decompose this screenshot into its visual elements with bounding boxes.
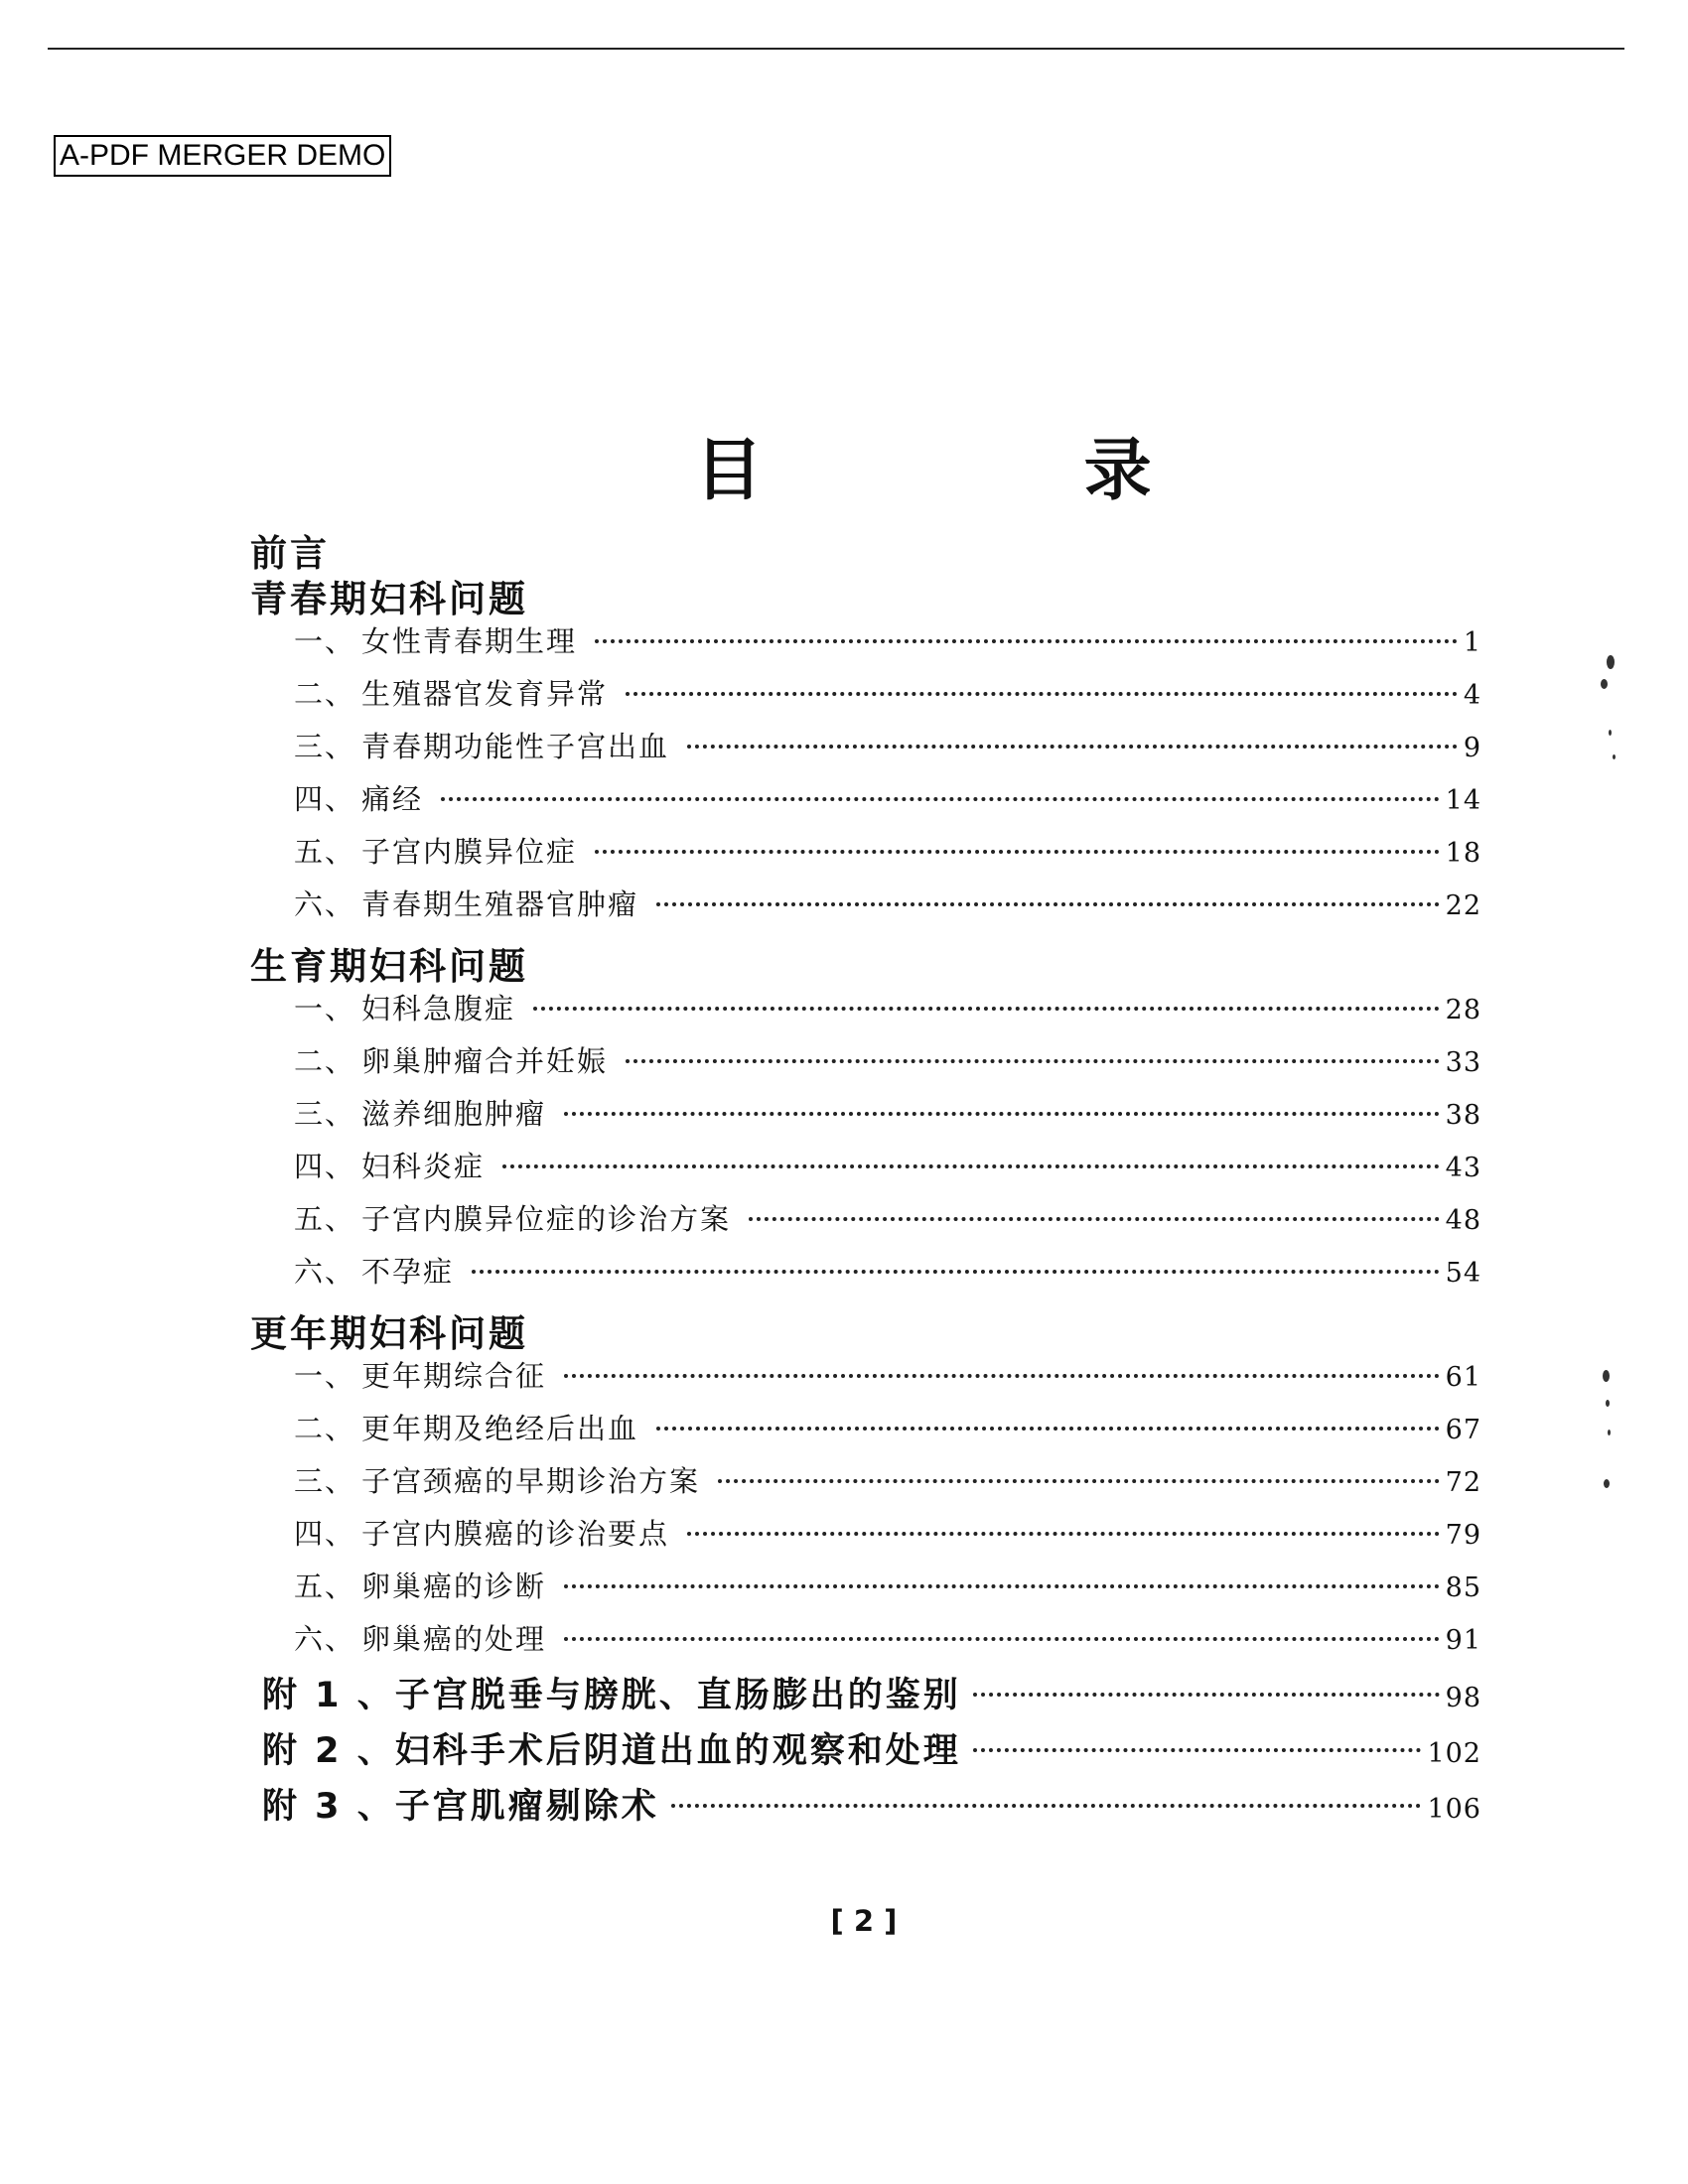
- appendix-page: 98: [1445, 1683, 1481, 1713]
- entry-number: 一、: [294, 992, 356, 1025]
- entry-title: 妇科急腹症: [361, 992, 516, 1025]
- entry-title: 子宫内膜异位症的诊治方案: [361, 1202, 732, 1236]
- entry-title: 女性青春期生理: [361, 624, 578, 658]
- entry-page: 79: [1445, 1520, 1481, 1551]
- dot-leader: [564, 1374, 1440, 1378]
- appendix-title: 子宫脱垂与膀胱、直肠膨出的鉴别: [394, 1676, 961, 1715]
- dot-leader: [626, 1059, 1440, 1063]
- appendix-page: 106: [1427, 1794, 1481, 1825]
- entry-title: 青春期生殖器官肿瘤: [361, 887, 639, 921]
- appendix-title: 子宫肌瘤剔除术: [394, 1787, 659, 1827]
- entry-number: 四、: [294, 782, 356, 816]
- toc-entry[interactable]: [250, 1620, 1481, 1673]
- entry-number: 二、: [294, 1412, 356, 1445]
- entry-page: 61: [1445, 1362, 1481, 1393]
- dot-leader: [718, 1479, 1440, 1483]
- scan-speck: [1604, 1479, 1610, 1488]
- watermark-stamp: A-PDF MERGER DEMO: [54, 135, 391, 177]
- entry-page: 18: [1445, 838, 1481, 869]
- dot-leader: [564, 1112, 1440, 1116]
- entry-title: 子宫内膜异位症: [361, 835, 578, 869]
- scan-speck: [1603, 1370, 1610, 1382]
- toc-entry[interactable]: [250, 1148, 1481, 1200]
- toc-entry[interactable]: [250, 675, 1481, 728]
- appendix-label: 附 1 、: [262, 1676, 395, 1715]
- dot-leader: [533, 1007, 1440, 1011]
- toc-entry[interactable]: [250, 1200, 1481, 1253]
- toc-entry[interactable]: [250, 990, 1481, 1042]
- entry-page: 67: [1445, 1415, 1481, 1445]
- section-heading: 更年期妇科问题: [250, 1312, 528, 1355]
- entry-number: 五、: [294, 1570, 356, 1603]
- appendix-page: 102: [1427, 1738, 1481, 1769]
- entry-title: 卵巢癌的处理: [361, 1622, 547, 1656]
- entry-number: 五、: [294, 1202, 356, 1236]
- entry-page: 91: [1445, 1625, 1481, 1656]
- entry-page: 85: [1445, 1572, 1481, 1603]
- section-heading: 生育期妇科问题: [250, 945, 528, 988]
- toc-preface: 前言: [250, 532, 330, 575]
- dot-leader: [441, 797, 1440, 801]
- entry-page: 48: [1445, 1205, 1481, 1236]
- entry-page: 1: [1463, 627, 1481, 658]
- entry-number: 五、: [294, 835, 356, 869]
- entry-number: 六、: [294, 1255, 356, 1289]
- entry-title: 生殖器官发育异常: [361, 677, 609, 711]
- page-number: [ 2 ]: [830, 1904, 898, 1938]
- entry-page: 9: [1463, 733, 1481, 763]
- dot-leader: [656, 1427, 1440, 1431]
- toc-entry[interactable]: [250, 780, 1481, 833]
- entry-title: 滋养细胞肿瘤: [361, 1097, 547, 1131]
- dot-leader: [973, 1748, 1422, 1752]
- scan-speck: [1609, 730, 1612, 736]
- entry-title: 痛经: [361, 782, 424, 816]
- entry-title: 更年期及绝经后出血: [361, 1412, 639, 1445]
- toc-entry[interactable]: [250, 728, 1481, 780]
- entry-page: 72: [1445, 1467, 1481, 1498]
- toc-entry[interactable]: [250, 1042, 1481, 1095]
- toc-entry[interactable]: [250, 1568, 1481, 1620]
- entry-number: 四、: [294, 1517, 356, 1551]
- entry-page: 14: [1445, 785, 1481, 816]
- toc-entry[interactable]: [250, 1462, 1481, 1515]
- toc-entry[interactable]: [250, 833, 1481, 886]
- appendix-label: 附 3 、: [262, 1787, 395, 1827]
- entry-page: 38: [1445, 1100, 1481, 1131]
- page-title: 目 录: [695, 432, 1301, 510]
- entry-number: 三、: [294, 1097, 356, 1131]
- entry-page: 54: [1445, 1258, 1481, 1289]
- toc-appendix[interactable]: [250, 1728, 1481, 1784]
- toc-entry[interactable]: [250, 1410, 1481, 1462]
- scan-speck: [1613, 754, 1616, 759]
- section-heading: 青春期妇科问题: [250, 578, 528, 620]
- dot-leader: [626, 692, 1458, 696]
- entry-number: 六、: [294, 1622, 356, 1656]
- scan-speck: [1607, 655, 1615, 669]
- entry-page: 28: [1445, 995, 1481, 1025]
- entry-number: 一、: [294, 1359, 356, 1393]
- dot-leader: [687, 1532, 1440, 1536]
- entry-number: 二、: [294, 677, 356, 711]
- entry-page: 43: [1445, 1153, 1481, 1183]
- scan-speck: [1606, 1400, 1610, 1407]
- entry-title: 卵巢肿瘤合并妊娠: [361, 1044, 609, 1078]
- entry-number: 六、: [294, 887, 356, 921]
- toc-entry[interactable]: [250, 886, 1481, 938]
- appendix-title: 妇科手术后阴道出血的观察和处理: [394, 1731, 961, 1771]
- entry-title: 不孕症: [361, 1255, 455, 1289]
- entry-title: 子宫内膜癌的诊治要点: [361, 1517, 670, 1551]
- entry-page: 22: [1445, 890, 1481, 921]
- entry-number: 二、: [294, 1044, 356, 1078]
- entry-page: 4: [1463, 680, 1481, 711]
- entry-number: 四、: [294, 1150, 356, 1183]
- toc-appendix[interactable]: [250, 1784, 1481, 1840]
- dot-leader: [595, 850, 1440, 854]
- dot-leader: [671, 1804, 1422, 1808]
- toc-appendix[interactable]: [250, 1673, 1481, 1728]
- entry-title: 卵巢癌的诊断: [361, 1570, 547, 1603]
- entry-number: 一、: [294, 624, 356, 658]
- dot-leader: [749, 1217, 1440, 1221]
- table-of-contents: [250, 531, 1481, 1840]
- entry-title: 妇科炎症: [361, 1150, 486, 1183]
- scan-speck: [1608, 1430, 1611, 1435]
- toc-entry[interactable]: [250, 1253, 1481, 1305]
- dot-leader: [472, 1270, 1440, 1274]
- entry-number: 三、: [294, 730, 356, 763]
- dot-leader: [502, 1164, 1440, 1168]
- dot-leader: [973, 1693, 1440, 1697]
- scan-speck: [1601, 679, 1608, 689]
- entry-title: 子宫颈癌的早期诊治方案: [361, 1464, 701, 1498]
- entry-number: 三、: [294, 1464, 356, 1498]
- entry-title: 更年期综合征: [361, 1359, 547, 1393]
- dot-leader: [564, 1584, 1440, 1588]
- toc-entry[interactable]: [250, 622, 1481, 675]
- dot-leader: [564, 1637, 1440, 1641]
- appendix-label: 附 2 、: [262, 1731, 395, 1771]
- toc-entry[interactable]: [250, 1095, 1481, 1148]
- dot-leader: [656, 902, 1440, 906]
- dot-leader: [687, 745, 1458, 749]
- dot-leader: [595, 639, 1458, 643]
- entry-title: 青春期功能性子宫出血: [361, 730, 670, 763]
- top-rule: [48, 48, 1624, 50]
- toc-entry[interactable]: [250, 1515, 1481, 1568]
- entry-page: 33: [1445, 1047, 1481, 1078]
- toc-entry[interactable]: [250, 1357, 1481, 1410]
